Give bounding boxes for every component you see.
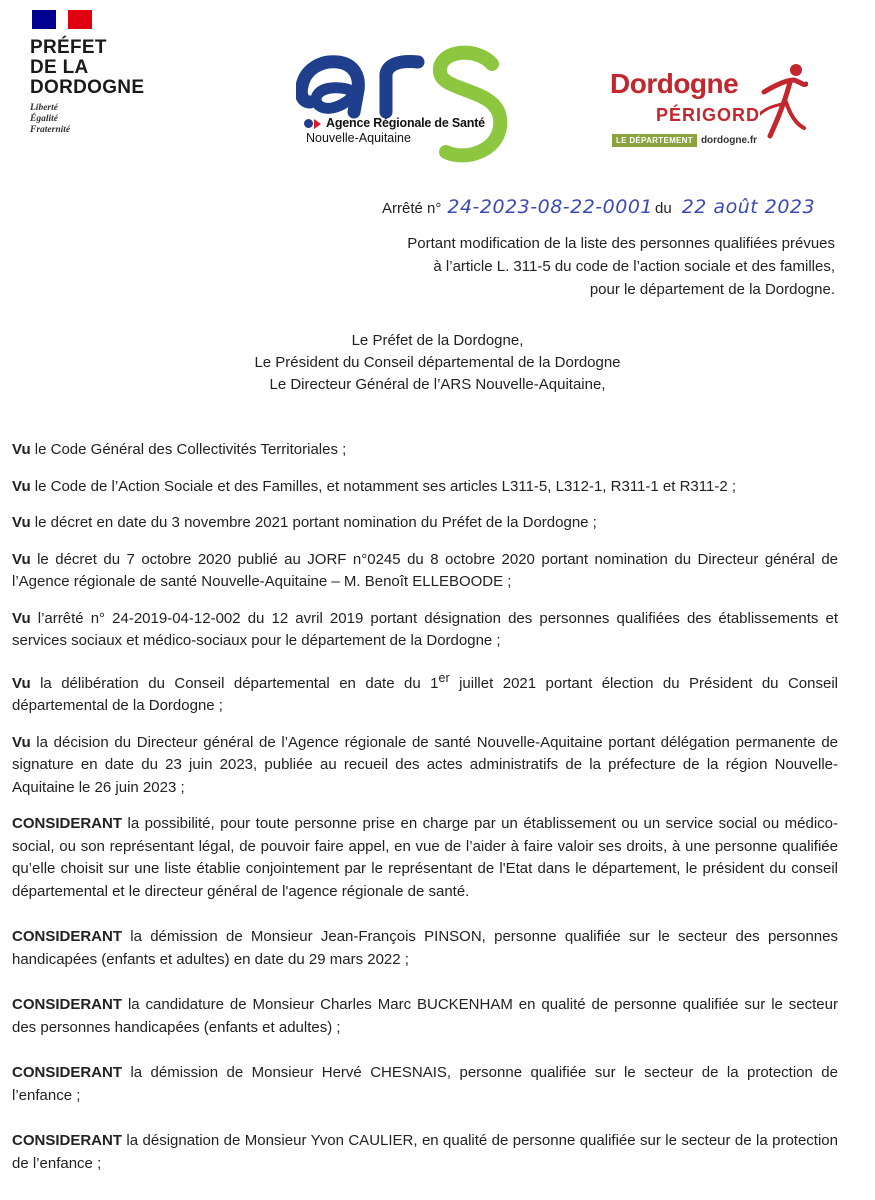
visa-keyword: Vu — [12, 674, 31, 692]
arrete-title-line: à l’article L. 311-5 du code de l’action sociale et des familles, — [433, 258, 835, 275]
considerant-text: la possibilité, pour toute personne prise en charge par un établissement ou un service social ou médico-social, ou son représentant légal, de pouvoir faire appel, en vue de l’aider à faire valoir ses droits, à une personne qualifiée qu’elle choisit sur une liste établie conjointement par le représentant de l'Etat dans le département, le président du conseil départemental et le directeur général de l'agence régionale de santé. — [12, 815, 838, 900]
departement-logo — [610, 68, 810, 158]
visa-text: le Code de l’Action Sociale et des Familles, et notamment ses articles L311-5, L312-1, R311-1 et R311-2 ; — [30, 477, 736, 495]
french-flag-icon — [32, 10, 92, 29]
visa-paragraph — [12, 667, 838, 718]
prefet-title: PRÉFET DE LA DORDOGNE — [30, 37, 145, 98]
authority-line: Le Président du Conseil départemental de la Dordogne — [254, 354, 621, 371]
visa-text: la décision du Directeur général de l’Agence régionale de santé Nouvelle-Aquitaine portant délégation permanente de signature en date du 23 juin 2023, publiée au recueil des actes administratifs de la préfecture de la région Nouvelle-Aquitaine le 26 juin 2023 ; — [12, 733, 838, 796]
authority-line: Le Directeur Général de l’ARS Nouvelle-Aquitaine, — [269, 376, 606, 393]
document-body — [12, 439, 838, 1198]
authority-line: Le Préfet de la Dordogne, — [351, 332, 524, 349]
arrete-number-line — [382, 196, 815, 218]
visa-keyword: Vu — [12, 514, 31, 531]
arrete-title-line: pour le département de la Dordogne. — [589, 281, 835, 298]
visa-keyword: Vu — [12, 609, 31, 627]
visa-paragraph — [12, 439, 838, 462]
considerant-paragraph — [12, 926, 838, 971]
considerant-paragraph — [12, 1130, 838, 1175]
visa-text: la délibération du Conseil départemental en date du 1 — [30, 674, 439, 692]
visa-text: le décret en date du 3 novembre 2021 portant nomination du Préfet de la Dordogne ; — [30, 514, 597, 531]
handwritten-arrete-date: 22 août 2023 — [681, 196, 816, 218]
visa-paragraph — [12, 608, 838, 653]
considerant-keyword: CONSIDERANT — [12, 1064, 123, 1081]
visa-keyword: Vu — [12, 550, 31, 568]
visa-text: l’arrêté n° 24-2019-04-12-002 du 12 avril 2019 portant désignation des personnes qualifiées des établissements et services sociaux et médico-sociaux pour le département de la Dordogne ; — [12, 609, 838, 649]
visa-paragraph — [12, 476, 838, 499]
departement-subtitle: PÉRIGORD — [656, 105, 761, 125]
ars-agency-name: Agence Régionale de Santé — [326, 116, 485, 130]
ars-region: Nouvelle-Aquitaine — [306, 131, 411, 145]
considerant-text: la démission de Monsieur Hervé CHESNAIS, personne qualifiée sur le secteur de la protection de l’enfance ; — [12, 1064, 838, 1104]
visa-text: le Code Général des Collectivités Territoriales ; — [30, 441, 347, 458]
considerant-keyword: CONSIDERANT — [12, 928, 123, 945]
arrete-title — [365, 232, 835, 301]
considerant-keyword: CONSIDERANT — [12, 996, 123, 1013]
arrete-title-line: Portant modification de la liste des personnes qualifiées prévues — [407, 235, 835, 252]
ordinal-superscript: er — [438, 670, 450, 685]
ars-logo — [296, 40, 526, 170]
ars-logo-icon — [296, 40, 526, 170]
considerant-keyword: CONSIDERANT — [12, 815, 123, 832]
considerant-paragraph — [12, 994, 838, 1039]
republic-motto: Liberté Égalité Fraternité — [30, 103, 71, 135]
considerant-paragraph — [12, 1062, 838, 1107]
prefet-logo — [30, 10, 190, 136]
authorities-block — [0, 330, 875, 396]
visa-text: le décret du 7 octobre 2020 publié au JORF n°0245 du 8 octobre 2020 portant nomination du Directeur général de l’Agence régionale de santé Nouvelle-Aquitaine – M. Benoît ELLEBOODE ; — [12, 550, 838, 590]
arrete-du: du — [655, 200, 672, 217]
considerant-keyword: CONSIDERANT — [12, 1132, 123, 1149]
departement-label: LE DÉPARTEMENT — [612, 134, 697, 147]
considerant-text: la candidature de Monsieur Charles Marc BUCKENHAM en qualité de personne qualifiée sur le secteur des personnes handicapées (enfants et adultes) ; — [12, 996, 838, 1036]
considerant-text: la démission de Monsieur Jean-François PINSON, personne qualifiée sur le secteur des personnes handicapées (enfants et adultes) en date du 29 mars 2022 ; — [12, 928, 838, 968]
visa-paragraph — [12, 732, 838, 800]
visa-paragraph — [12, 512, 838, 535]
considerant-paragraph — [12, 813, 838, 903]
visa-keyword: Vu — [12, 441, 31, 458]
considerant-text: la désignation de Monsieur Yvon CAULIER, en qualité de personne qualifiée sur le secteur de la protection de l’enfance ; — [12, 1132, 838, 1172]
ars-dots-icon — [304, 119, 321, 129]
visa-keyword: Vu — [12, 733, 31, 751]
visa-text: juillet 2021 portant élection du Président du Conseil départemental de la Dordogne ; — [12, 674, 839, 714]
arrete-prefix: Arrêté n° — [382, 200, 442, 217]
dancing-figure-icon — [760, 62, 808, 144]
departement-name: Dordogne — [610, 68, 739, 99]
visa-keyword: Vu — [12, 477, 31, 495]
departement-site: dordogne.fr — [700, 135, 758, 146]
handwritten-arrete-number: 24-2023-08-22-0001 — [447, 196, 654, 218]
visa-paragraph — [12, 549, 838, 594]
